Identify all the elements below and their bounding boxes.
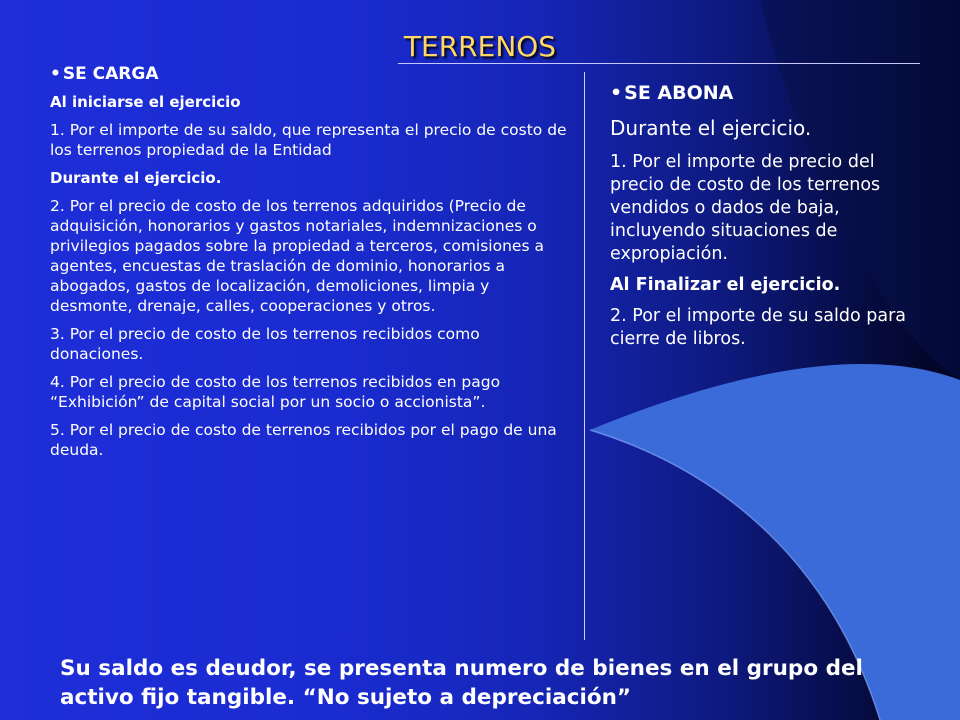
credit-column (610, 82, 910, 359)
column-divider (584, 72, 585, 640)
credit-item-1: 1. Por el importe de precio del precio de costo de los terrenos vendidos o dados de baja, incluyendo situaciones de expropiación. (610, 152, 881, 264)
charge-column (50, 64, 570, 468)
charge-subheading-start: Al iniciarse el ejercicio (50, 93, 241, 111)
credit-heading (610, 82, 910, 105)
credit-subheading-during: Durante el ejercicio. (610, 116, 812, 140)
credit-item-2: 2. Por el importe de su saldo para cierre de libros. (610, 306, 906, 349)
bullet-icon: • (50, 64, 61, 84)
bullet-icon: • (610, 82, 623, 104)
charge-heading-text: SE CARGA (62, 64, 159, 84)
charge-item-5: 5. Por el precio de costo de terrenos recibidos por el pago de una deuda. (50, 421, 557, 459)
balance-note: Su saldo es deudor, se presenta numero de bienes en el grupo del activo fijo tangible. “No sujeto a depreciación” (60, 656, 863, 710)
charge-item-4: 4. Por el precio de costo de los terrenos recibidos en pago “Exhibición” de capital social por un socio o accionista”. (50, 373, 501, 411)
slide-title: TERRENOS (403, 30, 557, 63)
charge-subheading-during: Durante el ejercicio. (50, 169, 222, 187)
charge-item-2: 2. Por el precio de costo de los terrenos adquiridos (Precio de adquisición, honorarios y gastos notariales, indemnizaciones o privilegios pagados sobre la propiedad a terceros, comisiones a agentes, encuestas de traslación de dominio, honorarios a abogados, gastos de localización, demoliciones, limpia y desmonte, drenaje, calles, cooperaciones y otros. (50, 197, 544, 315)
charge-heading (50, 64, 570, 84)
credit-heading-text: SE ABONA (624, 82, 734, 104)
credit-subheading-end: Al Finalizar el ejercicio. (610, 275, 841, 295)
charge-item-1: 1. Por el importe de su saldo, que representa el precio de costo de los terrenos propiedad de la Entidad (50, 121, 567, 159)
charge-item-3: 3. Por el precio de costo de los terrenos recibidos como donaciones. (50, 325, 480, 363)
